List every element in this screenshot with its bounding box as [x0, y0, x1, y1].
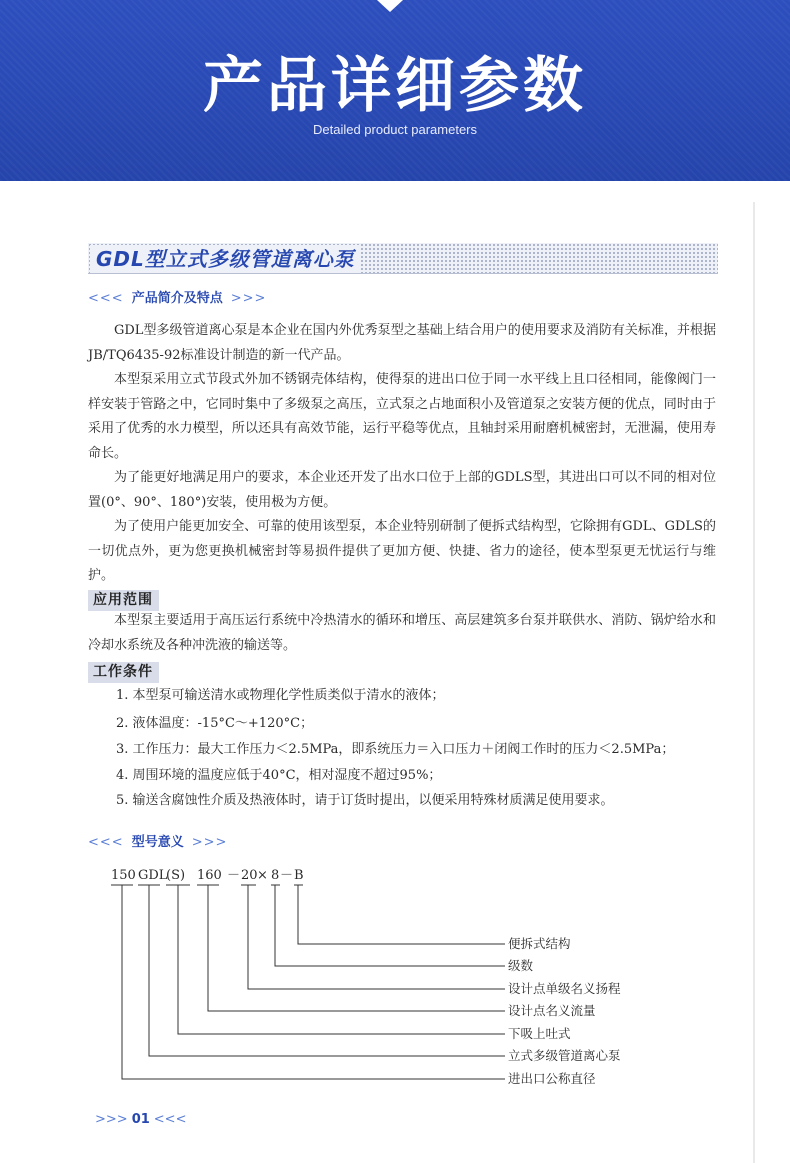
code-part-dash-1: － [227, 868, 241, 883]
leader-head [248, 885, 505, 989]
condition-item-3: 3. 工作压力：最大工作压力＜2.5MPa，即系统压力＝入口压力＋闭阀工作时的压力＜2.5MPa； [116, 742, 675, 757]
intro-paragraph-3: 为了能更好地满足用户的要求，本企业还开发了出水口位于上部的GDLS型，其进出口可以不同的相对位置(0°、90°、180°)安装，使用极为方便。 [88, 470, 716, 510]
code-part-structure: B [294, 868, 304, 883]
banner-title: 产品详细参数 [203, 51, 587, 121]
code-part-times: × [257, 868, 268, 883]
condition-item-2: 2. 液体温度：-15°C～+120°C； [116, 716, 314, 731]
code-part-dash-2: － [280, 868, 294, 883]
leader-stages [275, 885, 505, 966]
chevrons-right-icon: >>> [95, 1112, 128, 1127]
label-flow: 设计点名义流量 [508, 1003, 596, 1018]
chevrons-left-icon: <<< [153, 1112, 187, 1127]
code-part-stages: 8 [271, 868, 280, 883]
code-part-flow: 160 [197, 868, 222, 883]
leader-diameter [122, 885, 505, 1079]
chevrons-right-icon: >>> [191, 835, 228, 850]
condition-item-5: 5. 输送含腐蚀性介质及热液体时，请于订货时提出，以便采用特殊材质满足使用要求。 [116, 793, 614, 808]
chevrons-right-icon: >>> [230, 291, 267, 306]
leader-type [149, 885, 505, 1056]
code-part-suction: (S) [166, 868, 186, 883]
page-number: 01 [131, 1112, 150, 1127]
label-type: 立式多级管道离心泵 [508, 1048, 621, 1063]
page-number-footer [95, 1110, 186, 1130]
label-suction: 下吸上吐式 [508, 1026, 571, 1041]
code-part-head: 20 [241, 868, 258, 883]
label-head: 设计点单级名义扬程 [508, 981, 621, 996]
intro-paragraph-1: GDL型多级管道离心泵是本企业在国内外优秀泵型之基础上结合用户的使用要求及消防有关标准，并根据JB/TQ6435-92标准设计制造的新一代产品。 [88, 323, 716, 363]
section-model-label: 型号意义 [131, 835, 184, 850]
intro-paragraph-4: 为了使用户能更加安全、可靠的使用该型泵，本企业特别研制了便拆式结构型，它除拥有GDL、GDLS的一切优点外，更为您更换机械密封等易损件提供了更加方便、快捷、省力的途径，使本型泵更无忧运行与维护。 [88, 519, 716, 583]
intro-paragraph-2: 本型泵采用立式节段式外加不锈钢壳体结构，使得泵的进出口位于同一水平线上且口径相同，能像阀门一样安装于管路之中，它同时集中了多级泵之高压，立式泵之占地面积小及管道泵之安装方便的优点，同时由于采用了优秀的水力模型，所以还具有高效节能，运行平稳等优点，且轴封采用耐磨机械密封，无泄漏，使用寿命长。 [88, 372, 716, 461]
banner-subtitle: Detailed product parameters [312, 122, 478, 137]
product-title: GDL型立式多级管道离心泵 [90, 245, 361, 273]
leader-structure [298, 885, 505, 944]
label-stages: 级数 [508, 958, 534, 973]
code-part-type: GDL [138, 868, 168, 883]
leader-suction [178, 885, 505, 1034]
condition-item-4: 4. 周围环境的温度应低于40°C，相对湿度不超过95%； [116, 768, 442, 783]
application-text: 本型泵主要适用于高压运行系统中冷热清水的循环和增压、高层建筑多台泵并联供水、消防、锅炉给水和冷却水系统及各种冲洗液的输送等。 [88, 613, 716, 653]
label-diameter: 进出口公称直径 [508, 1071, 596, 1086]
section-intro-label: 产品简介及特点 [131, 291, 223, 306]
chevrons-left-icon: <<< [88, 291, 124, 306]
chevrons-left-icon: <<< [88, 835, 124, 850]
conditions-heading: 工作条件 [88, 662, 159, 683]
code-part-diameter: 150 [111, 868, 136, 883]
application-heading: 应用范围 [88, 590, 159, 611]
label-structure: 便拆式结构 [508, 936, 571, 951]
leader-flow [208, 885, 505, 1011]
condition-item-1: 1. 本型泵可输送清水或物理化学性质类似于清水的液体； [116, 688, 445, 703]
